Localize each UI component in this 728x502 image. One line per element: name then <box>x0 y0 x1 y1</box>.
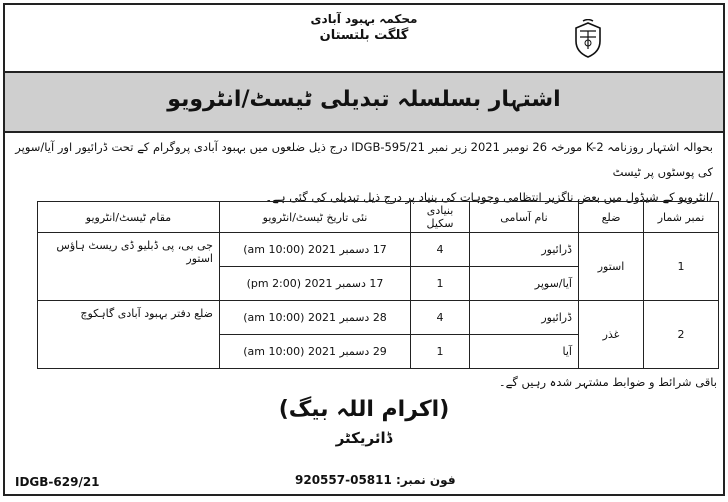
scale-cell: 1 <box>411 267 470 301</box>
header-post: نام آسامی <box>470 202 579 233</box>
advertisement-page <box>3 3 725 496</box>
date-text: 28 دسمبر 2021 <box>307 311 387 324</box>
date-text: 17 دسمبر 2021 <box>304 277 384 290</box>
header <box>5 5 723 71</box>
post-cell: آیا/سوپر <box>470 267 579 301</box>
terms-note: باقی شرائط و ضوابط مشتہر شدہ رہیں گے۔ <box>498 375 717 389</box>
header-district: ضلع <box>579 202 644 233</box>
body-line-1: بحوالہ اشتہار روزنامہ K-2 مورخہ 26 نومبر 2021 زیر نمبر IDGB-595/21 درج ذیل ضلعوں میں بہبود آبادی پروگرام کے تحت ڈرائیور اور آیا/سوپر کی پوسٹوں پر ٹیسٹ <box>15 140 713 179</box>
schedule-table <box>37 201 719 369</box>
header-serial: نمبر شمار <box>644 202 719 233</box>
title-bar <box>5 73 723 133</box>
time-text: (10:00 am) <box>243 243 305 256</box>
post-cell: ڈرائیور <box>470 233 579 267</box>
time-text: (2:00 pm) <box>246 277 302 290</box>
post-cell: آیا <box>470 335 579 369</box>
time-text: (10:00 am) <box>243 311 305 324</box>
department-heading <box>5 11 723 45</box>
venue-cell: جی بی، پی ڈبلیو ڈی ریسٹ ہاؤس استور <box>38 233 220 301</box>
advertisement-title: اشتہار بسلسلہ تبدیلی ٹیسٹ/انٹرویو <box>167 87 561 112</box>
date-cell <box>220 233 411 267</box>
serial-cell: 1 <box>644 233 719 301</box>
body-line-2: /انٹرویو کے شیڈول میں بعض ناگزیر انتظامی وجوہات کی بنیاد پر درج ذیل تبدیلی کی گئی ہے۔ <box>265 190 713 204</box>
phone-label: فون نمبر: <box>396 473 456 487</box>
district-cell: استور <box>579 233 644 301</box>
date-cell <box>220 301 411 335</box>
time-text: (10:00 am) <box>243 345 305 358</box>
table-row <box>38 233 719 267</box>
district-cell: غذر <box>579 301 644 369</box>
scale-cell: 4 <box>411 301 470 335</box>
pakistan-emblem-icon <box>571 19 605 59</box>
date-cell <box>220 335 411 369</box>
reference-number: IDGB-629/21 <box>15 475 100 489</box>
scale-cell: 1 <box>411 335 470 369</box>
table-header-row <box>38 202 719 233</box>
header-scale: بنیادی سکیل <box>411 202 470 233</box>
post-cell: ڈرائیور <box>470 301 579 335</box>
table-row <box>38 301 719 335</box>
header-date: نئی تاریخ ٹیسٹ/انٹرویو <box>220 202 411 233</box>
body-text <box>15 135 713 210</box>
signatory-designation: ڈائریکٹر <box>335 429 393 447</box>
date-text: 29 دسمبر 2021 <box>307 345 387 358</box>
serial-cell: 2 <box>644 301 719 369</box>
date-cell <box>220 267 411 301</box>
phone-line <box>295 473 456 487</box>
department-name: محکمہ بہبود آبادی <box>310 12 418 26</box>
signatory-name: (اکرام اللہ بیگ) <box>278 397 450 422</box>
region-name: گلگت بلتستان <box>319 28 409 43</box>
date-text: 17 دسمبر 2021 <box>307 243 387 256</box>
phone-number: 05811-920557 <box>295 473 392 487</box>
scale-cell: 4 <box>411 233 470 267</box>
venue-cell: ضلع دفتر بہبود آبادی گاہکوچ <box>38 301 220 369</box>
header-venue: مقام ٹیسٹ/انٹرویو <box>38 202 220 233</box>
